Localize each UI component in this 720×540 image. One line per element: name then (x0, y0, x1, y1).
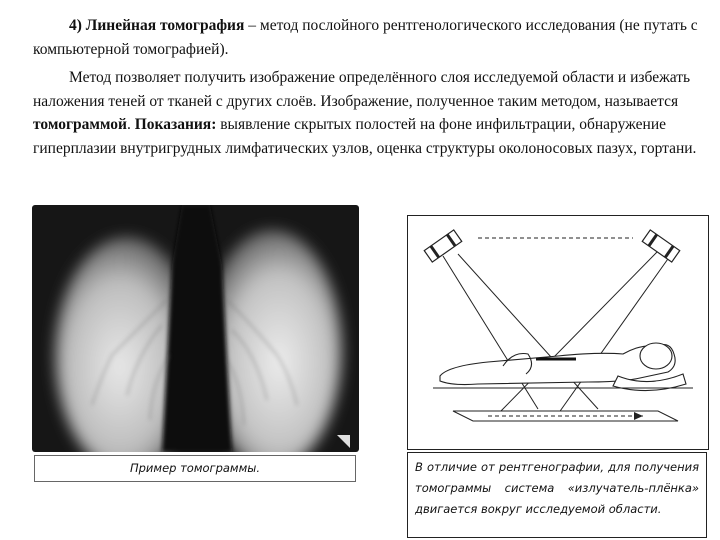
paragraph-description (33, 66, 698, 160)
tomography-diagram (407, 215, 709, 450)
beam-line (443, 256, 538, 409)
beam-line (458, 254, 598, 409)
diagram-caption: В отличие от рентгенографии, для получения томограммы система «излучатель-плёнка» двигается вокруг исследуемой области. (407, 452, 707, 538)
patient-figure (440, 343, 686, 391)
left-emitter-icon (424, 230, 462, 262)
right-emitter-icon (642, 230, 680, 262)
tomogram-caption: Пример томограммы. (34, 455, 356, 482)
tomogram-image (32, 205, 359, 452)
indications-label: Показания: (134, 116, 217, 133)
term-linear-tomography: Линейная томография (85, 17, 245, 34)
section-number: 4) (69, 17, 82, 34)
definition-text: – метод послойного рентгенологического исследования (не путать с компьютерной томографией). (33, 17, 698, 58)
description-text-b: . (126, 116, 135, 133)
indications-text: выявление скрытых полостей на фоне инфильтрации, обнаружение гиперплазии внутригрудных лимфатических узлов, оценка структуры околоносовых пазух, гортани. (33, 116, 697, 157)
paragraph-definition (33, 14, 698, 61)
description-text-a: Метод позволяет получить изображение определённого слоя исследуемой области и избежать наложения теней от тканей с других слоёв. Изображение, полученное таким методом, называется (33, 69, 691, 110)
term-tomogram: томограммой (33, 116, 127, 133)
